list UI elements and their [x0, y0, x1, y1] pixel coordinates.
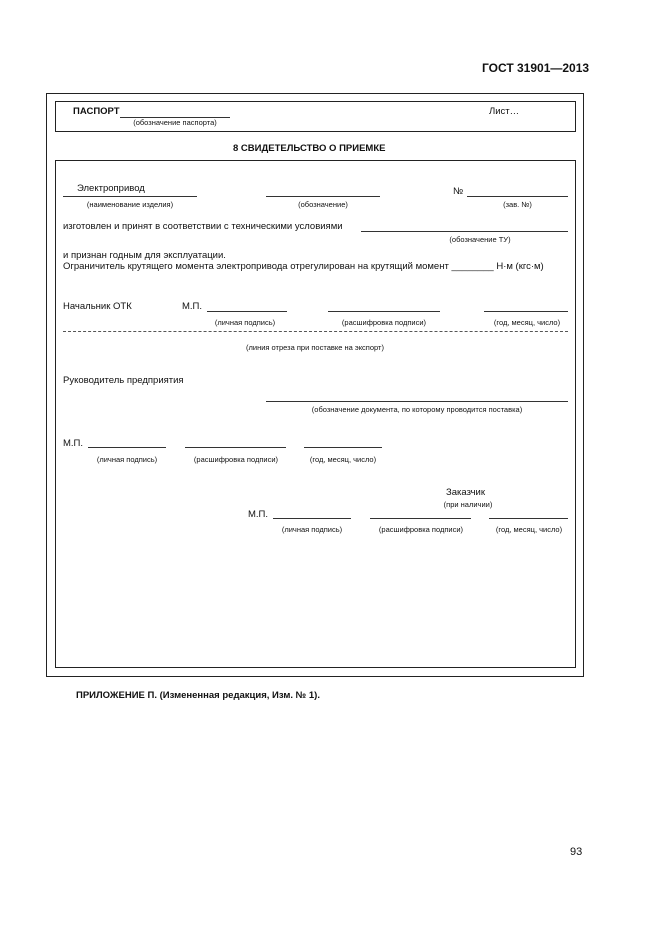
otk-decode-line [328, 311, 440, 312]
customer-stamp-label: М.П. [248, 509, 269, 520]
customer-date-caption: (год, месяц, число) [495, 525, 563, 534]
otk-decode-caption: (расшифровка подписи) [341, 318, 427, 327]
limiter-text: Ограничитель крутящего момента электропривода отрегулирован на крутящий момент ________ Н·м (кгс·м) [63, 261, 544, 272]
tu-line [361, 231, 568, 232]
otk-signature-line [207, 311, 287, 312]
supply-doc-caption: (обозначение документа, по которому проводится поставка) [311, 405, 523, 414]
designation-caption: (обозначение) [298, 200, 348, 209]
standard-number: ГОСТ 31901—2013 [482, 61, 590, 75]
otk-signature-caption: (личная подпись) [214, 318, 276, 327]
number-sign: № [453, 186, 464, 197]
customer-label: Заказчик [446, 487, 486, 498]
passport-designation-caption: (обозначение паспорта) [133, 118, 217, 127]
head-date-line [304, 447, 382, 448]
product-name-caption: (наименование изделия) [86, 200, 174, 209]
manufactured-text: изготовлен и принят в соответствии с техническими условиями [63, 221, 343, 232]
customer-decode-line [370, 518, 471, 519]
customer-signature-caption: (личная подпись) [281, 525, 343, 534]
head-decode-line [185, 447, 286, 448]
product-name-line [63, 196, 197, 197]
otk-label: Начальник ОТК [63, 301, 132, 312]
page-number: 93 [570, 846, 583, 858]
product-name: Электропривод [77, 183, 145, 194]
head-label: Руководитель предприятия [63, 375, 184, 386]
serial-number-line [467, 196, 568, 197]
supply-doc-line [266, 401, 568, 402]
customer-decode-caption: (расшифровка подписи) [378, 525, 464, 534]
head-stamp-label: М.П. [63, 438, 84, 449]
otk-stamp-label: М.П. [182, 301, 203, 312]
section-title: 8 СВИДЕТЕЛЬСТВО О ПРИЕМКЕ [233, 143, 386, 154]
customer-subtitle: (при наличии) [443, 500, 493, 509]
cut-line-caption: (линия отреза при поставке на экспорт) [246, 343, 384, 352]
designation-line [266, 196, 380, 197]
serial-number-caption: (зав. №) [503, 200, 532, 209]
head-date-caption: (год, месяц, число) [309, 455, 377, 464]
sheet-label: Лист… [489, 106, 520, 117]
head-signature-line [88, 447, 166, 448]
otk-date-line [484, 311, 568, 312]
customer-date-line [489, 518, 568, 519]
appendix-note: ПРИЛОЖЕНИЕ П. (Измененная редакция, Изм. № 1). [76, 690, 320, 701]
customer-signature-line [273, 518, 351, 519]
cut-line [63, 331, 568, 332]
head-signature-caption: (личная подпись) [96, 455, 158, 464]
tu-caption: (обозначение ТУ) [449, 235, 511, 244]
otk-date-caption: (год, месяц, число) [493, 318, 561, 327]
head-decode-caption: (расшифровка подписи) [193, 455, 279, 464]
passport-label: ПАСПОРТ [73, 106, 120, 117]
fit-text: и признан годным для эксплуатации. [63, 250, 226, 261]
